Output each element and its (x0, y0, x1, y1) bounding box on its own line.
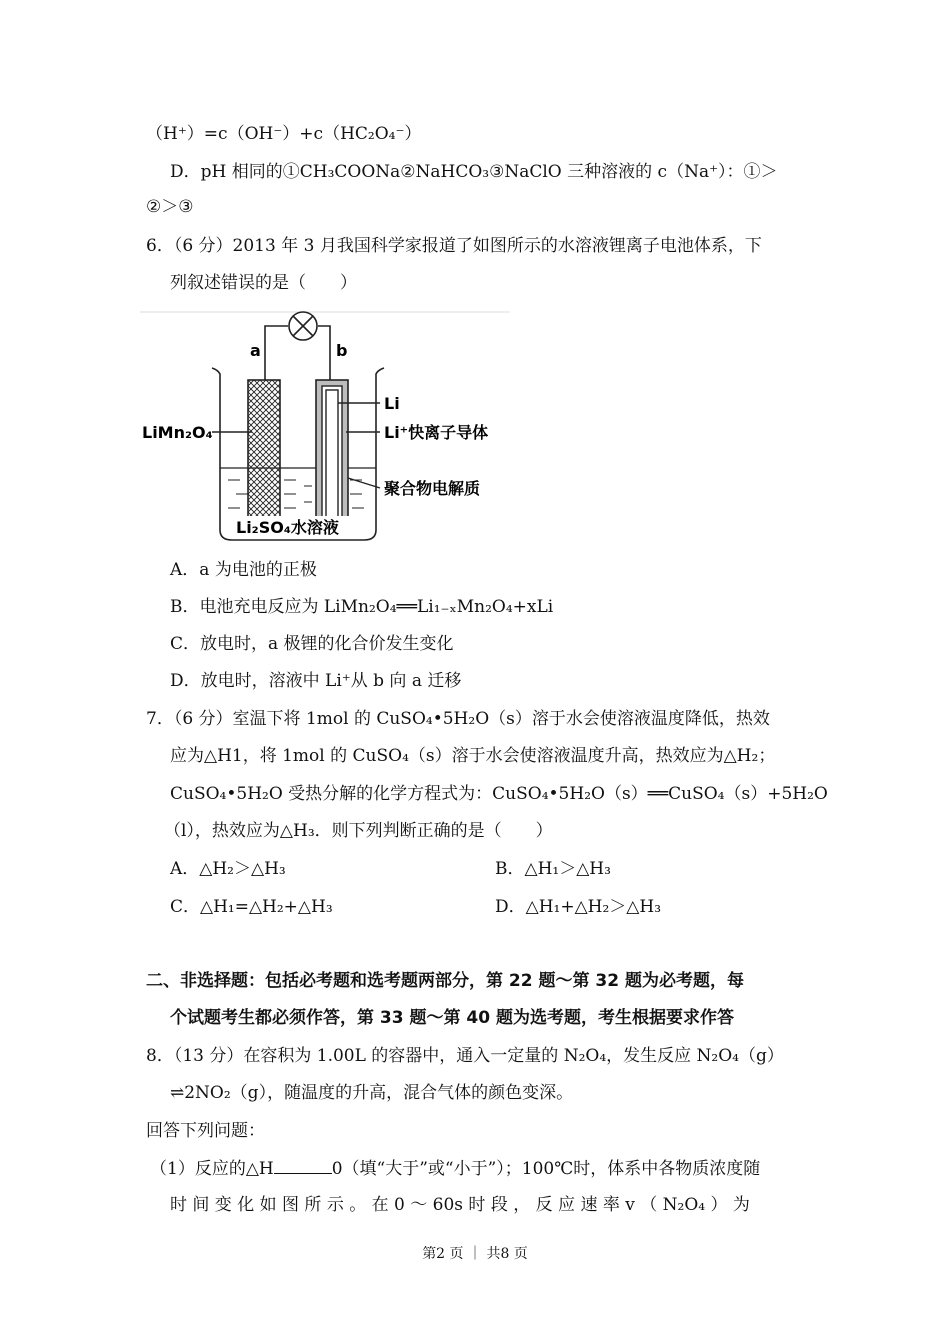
sub-question-1 (150, 1157, 760, 1180)
instruction-text: 回答下列问题： (146, 1121, 265, 1141)
option-c: C．放电时，a 极锂的化合价发生变化 (170, 634, 454, 654)
sub-question-1-cont: 时 间 变 化 如 图 所 示 。 在 0 ～ 60s 时 段 ， 反 应 速 率 v （ N₂O₄ ） 为 (170, 1195, 750, 1215)
section-heading-cont: 个试题考生都必须作答，第 33 题～第 40 题为选考题，考生根据要求作答 (170, 1008, 734, 1028)
option-a: A．a 为电池的正极 (170, 560, 317, 580)
answer-blank (274, 1157, 332, 1174)
option-b: B．△H₁＞△H₃ (495, 859, 611, 879)
question-6-stem-cont: 列叙述错误的是（ ） (170, 273, 357, 293)
label-limn2o4: LiMn₂O₄ (142, 423, 213, 442)
page-footer: 第2 页 ｜ 共8 页 (422, 1246, 528, 1262)
label-a: a (250, 341, 261, 360)
text-line: ②＞③ (146, 197, 194, 217)
battery-diagram (140, 308, 520, 548)
option-d-line: D．pH 相同的①CH₃COONa②NaHCO₃③NaClO 三种溶液的 c（Na⁺）：①＞ (170, 162, 778, 182)
text-line: （H⁺）=c（OH⁻）+c（HC₂O₄⁻） (146, 124, 422, 144)
question-6-stem: 6．（6 分）2013 年 3 月我国科学家报道了如图所示的水溶液锂离子电池体系，下 (146, 236, 762, 256)
question-7-stem: 7．（6 分）室温下将 1mol 的 CuSO₄•5H₂O（s）溶于水会使溶液温度降低，热效 (146, 709, 770, 729)
label-li: Li (384, 394, 400, 413)
sub-question-1-part: （1）反应的△H (150, 1159, 274, 1179)
option-d: D．放电时，溶液中 Li⁺从 b 向 a 迁移 (170, 671, 462, 691)
label-electrolyte: 聚合物电解质 (384, 479, 481, 498)
option-d: D．△H₁+△H₂＞△H₃ (495, 897, 662, 917)
question-7-stem-cont: 应为△H1，将 1mol 的 CuSO₄（s）溶于水会使溶液温度升高，热效应为△H₂； (170, 746, 776, 766)
option-b: B．电池充电反应为 LiMn₂O₄══Li₁₋ₓMn₂O₄+xLi (170, 597, 554, 617)
option-c: C．△H₁=△H₂+△H₃ (170, 897, 333, 917)
label-conductor: Li⁺快离子导体 (384, 423, 489, 442)
question-7-stem-cont: （l），热效应为△H₃．则下列判断正确的是（ ） (164, 821, 553, 841)
sub-question-1-part: 0（填“大于”或“小于”）；100℃时，体系中各物质浓度随 (331, 1159, 761, 1179)
label-solution: Li₂SO₄水溶液 (236, 518, 339, 537)
question-7-stem-cont: CuSO₄•5H₂O 受热分解的化学方程式为：CuSO₄•5H₂O（s）══CuSO₄（s）+5H₂O (170, 784, 828, 804)
option-a: A．△H₂＞△H₃ (170, 859, 286, 879)
label-b: b (336, 341, 348, 360)
section-heading: 二、非选择题：包括必考题和选考题两部分，第 22 题～第 32 题为必考题，每 (146, 971, 744, 991)
question-8-stem: 8．（13 分）在容积为 1.00L 的容器中，通入一定量的 N₂O₄，发生反应 N₂O₄（g） (146, 1046, 784, 1066)
question-8-stem-cont: ⇌2NO₂（g），随温度的升高，混合气体的颜色变深。 (170, 1083, 574, 1103)
electrode-a (248, 380, 280, 530)
